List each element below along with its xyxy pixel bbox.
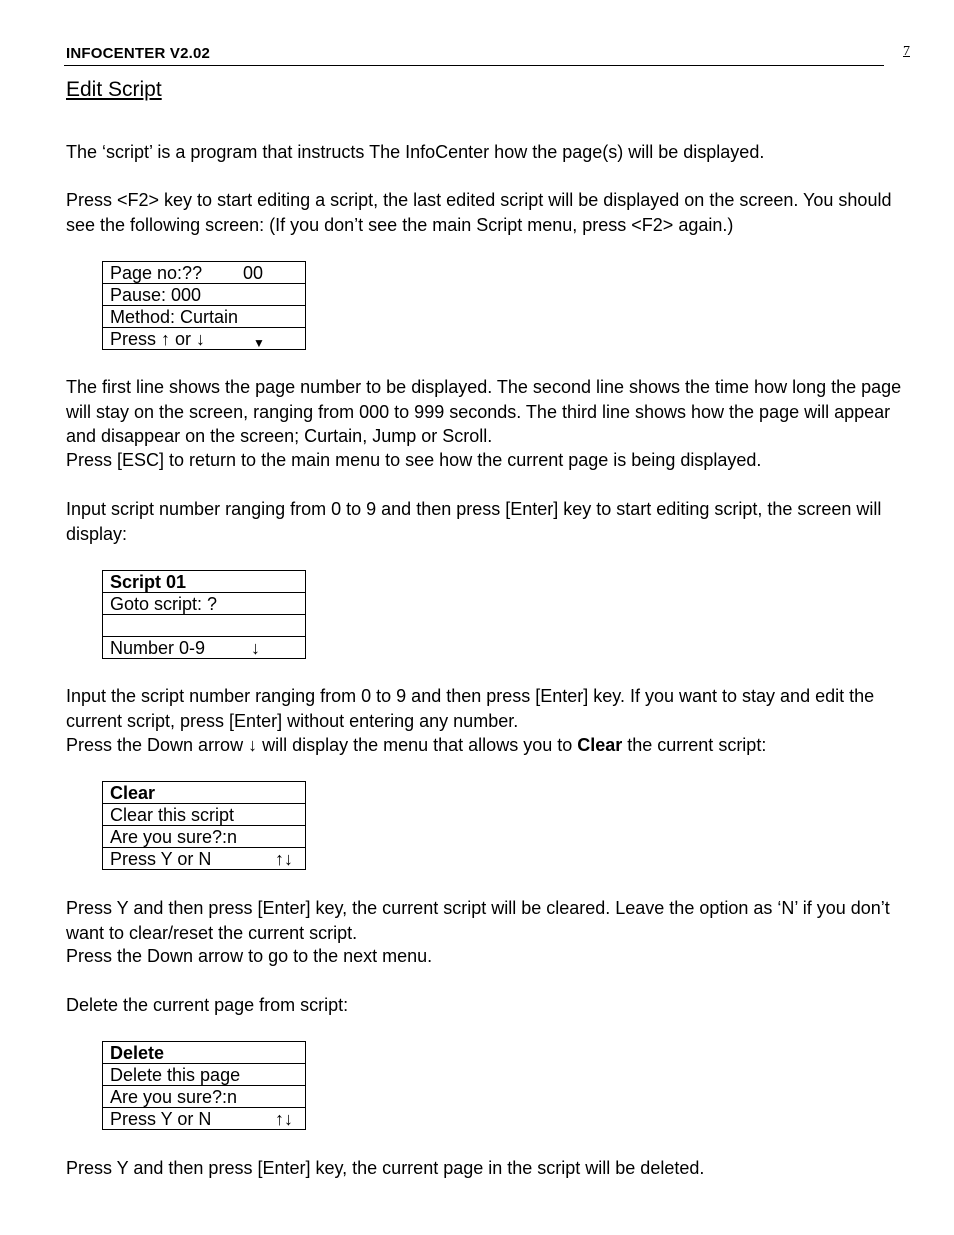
paragraph-line-explanation: The first line shows the page number to be displayed. The second line shows the time how long the page will stay on the screen, ranging from 000 to 999 seconds. The third line shows how the page will appear and disappear on the screen; Curtain, Jump or Scroll. (66, 377, 902, 446)
lcd-line-blank (103, 615, 306, 637)
lcd-screen-main-script (102, 261, 306, 350)
lcd-page-no-value: 00 (243, 262, 264, 283)
lcd-line-press (103, 328, 306, 350)
lcd-line-clear-this-script: Clear this script (103, 804, 306, 826)
lcd-line-page-no (103, 262, 306, 284)
lcd-screen-clear (102, 781, 306, 870)
paragraph-delete-intro: Delete the current page from script: (66, 995, 349, 1015)
lcd-press-y-n-text: Press Y or N (110, 848, 212, 869)
lcd-press-text: Press ↑ or ↓ (110, 328, 206, 349)
lcd-press-y-n-text: Press Y or N (110, 1108, 212, 1129)
arrow-down-icon: ↓ (251, 637, 260, 658)
lcd-page-no-label: Page no:?? (110, 262, 203, 283)
lcd-screen-script-select (102, 570, 306, 659)
lcd-line-delete-this-page: Delete this page (103, 1064, 306, 1086)
lcd-line-pause: Pause: 000 (103, 284, 306, 306)
triangle-down-icon: ▼ (253, 336, 265, 350)
paragraph-script-intro: The ‘script’ is a program that instructs The InfoCenter how the page(s) will be displayed. (66, 142, 765, 162)
paragraph-text: the current script: (622, 735, 767, 755)
arrow-up-down-icon: ↑↓ (275, 848, 293, 869)
paragraph-enter-script-number: Input the script number ranging from 0 to 9 and then press [Enter] key. If you want to stay and edit the current script, press [Enter] without entering any number. (66, 686, 875, 731)
header-divider (64, 65, 884, 66)
lcd-screen-delete (102, 1041, 306, 1130)
lcd-line-are-you-sure: Are you sure?:n (103, 1086, 306, 1108)
paragraph-down-arrow-clear (66, 733, 916, 758)
document-header-title: INFOCENTER V2.02 (66, 45, 211, 62)
arrow-up-down-icon: ↑↓ (275, 1108, 293, 1129)
lcd-line-clear-title: Clear (103, 782, 306, 804)
lcd-line-delete-title: Delete (103, 1042, 306, 1064)
paragraph-next-menu: Press the Down arrow to go to the next menu. (66, 946, 433, 966)
paragraph-input-script-number: Input script number ranging from 0 to 9 and then press [Enter] key to start editing script, the screen will display: (66, 499, 882, 544)
lcd-line-goto-script: Goto script: ? (103, 593, 306, 615)
lcd-line-number-range (103, 637, 306, 659)
paragraph-esc-instruction: Press [ESC] to return to the main menu to see how the current page is being displayed. (66, 450, 762, 470)
lcd-line-method: Method: Curtain (103, 306, 306, 328)
paragraph-clear-confirm: Press Y and then press [Enter] key, the current script will be cleared. Leave the option as ‘N’ if you don’t want to clear/reset the current script. (66, 898, 890, 943)
lcd-number-text: Number 0-9 (110, 637, 206, 658)
paragraph-text: Press the Down arrow ↓ will display the menu that allows you to (66, 735, 578, 755)
lcd-line-are-you-sure: Are you sure?:n (103, 826, 306, 848)
clear-emphasis: Clear (577, 735, 623, 755)
lcd-line-press-y-or-n (103, 1108, 306, 1130)
section-title: Edit Script (66, 78, 162, 101)
page-number: 7 (903, 44, 910, 59)
paragraph-f2-instructions: Press <F2> key to start editing a script, the last edited script will be displayed on the screen. You should see the following screen: (If you don’t see the main Script menu, press <F2> again.) (66, 190, 892, 235)
lcd-line-press-y-or-n (103, 848, 306, 870)
lcd-line-script-title: Script 01 (103, 571, 306, 593)
paragraph-delete-confirm: Press Y and then press [Enter] key, the current page in the script will be deleted. (66, 1158, 705, 1178)
